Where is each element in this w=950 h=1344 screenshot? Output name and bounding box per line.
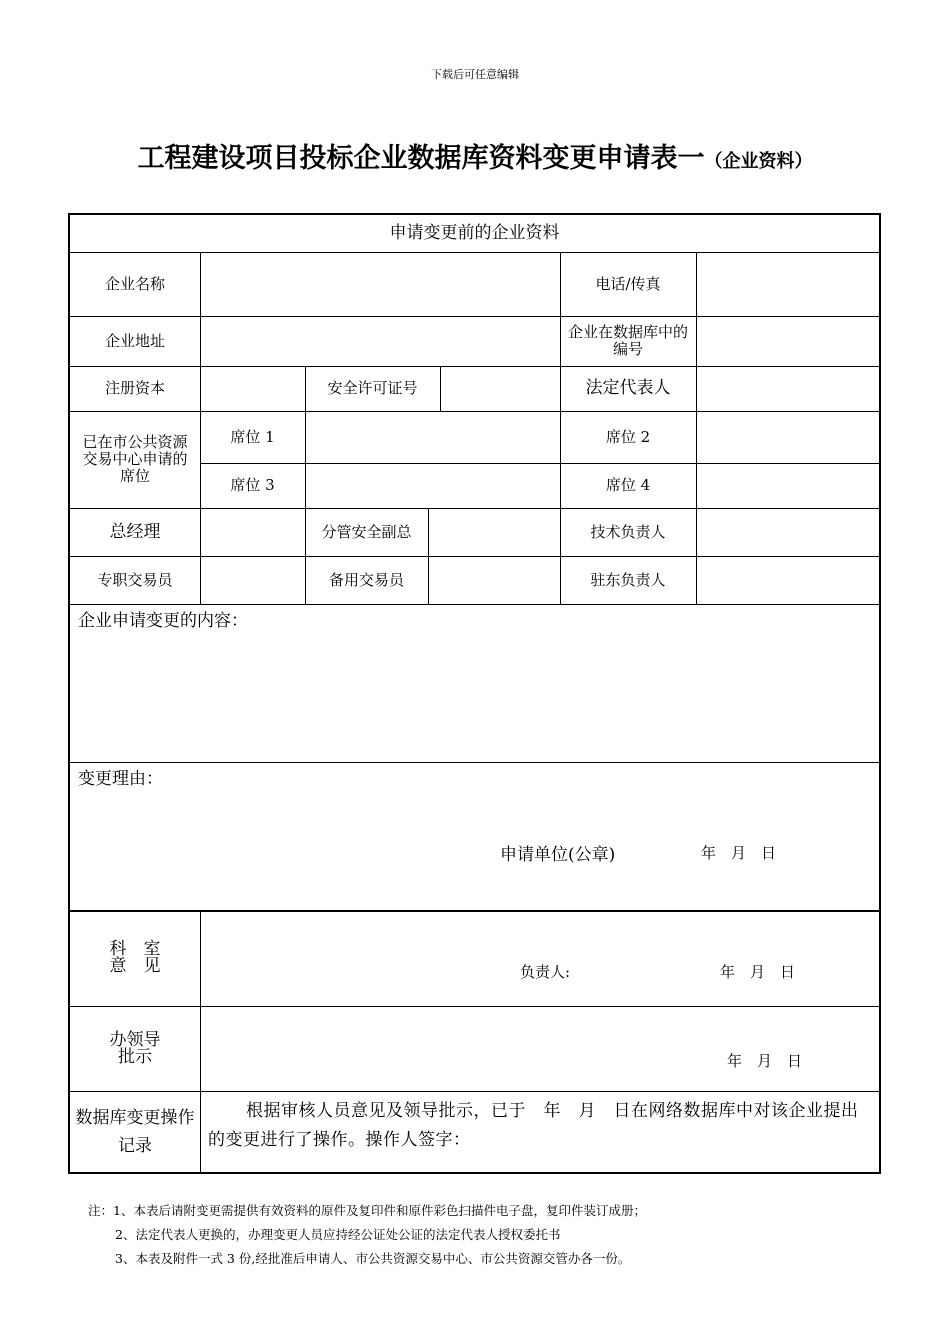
safety-deputy-label: 分管安全副总: [321, 522, 412, 541]
tech-lead-field[interactable]: [696, 508, 879, 556]
legal-rep-field[interactable]: [696, 366, 879, 411]
seat-4-label: 席位 4: [605, 476, 651, 494]
row-divider: [70, 762, 879, 763]
dongguan-lead-label: 驻东负责人: [590, 570, 666, 589]
change-content-field[interactable]: [70, 627, 879, 762]
general-manager-label: 总经理: [109, 521, 161, 542]
backup-trader-field[interactable]: [428, 556, 560, 604]
dept-opinion-label: [70, 910, 200, 1006]
leader-instruction-label: [70, 1006, 200, 1091]
notes: [88, 1199, 646, 1271]
seat-3-label: 席位 3: [230, 476, 275, 494]
dept-opinion-field[interactable]: [200, 910, 879, 1006]
dept-opinion-line2: 意 见: [109, 956, 161, 976]
registered-capital-field[interactable]: [200, 366, 305, 411]
leader-line1: 办领导: [109, 1029, 161, 1050]
title-main: 工程建设项目投标企业数据库资料变更申请表一: [137, 143, 705, 174]
db-number-label: 企业在数据库中的编号: [567, 323, 688, 358]
change-request-form: [68, 213, 881, 1174]
seat-1-field[interactable]: [305, 411, 560, 463]
note-2: 2、法定代表人更换的，办理变更人员应持经公证处公证的法定代表人授权委托书: [115, 1227, 561, 1242]
safety-license-label: 安全许可证号: [327, 379, 418, 397]
leader-instruction-field[interactable]: [200, 1006, 879, 1091]
seats-label: 已在市公共资源交易中心申请的席位: [82, 433, 188, 485]
person-in-charge-label: 负责人:: [520, 963, 571, 981]
seat-1-label: 席位 1: [230, 427, 275, 446]
change-reason-label: 变更理由：: [78, 769, 163, 789]
db-number-field[interactable]: [696, 316, 879, 366]
phone-fax-field[interactable]: [696, 252, 879, 316]
form-title: [0, 136, 950, 175]
company-name-label: 企业名称: [104, 274, 165, 293]
seat-4-field[interactable]: [696, 463, 879, 508]
title-sub: （企业资料）: [704, 151, 813, 172]
leader-date: 年 月 日: [727, 1052, 803, 1070]
backup-trader-label: 备用交易员: [328, 570, 404, 589]
db-record-label: 数据库变更操作记录: [75, 1107, 195, 1156]
applicant-date: 年 月 日: [701, 844, 777, 862]
header-note: 下载后可任意编辑: [431, 68, 519, 81]
company-address-field[interactable]: [200, 316, 560, 366]
registered-capital-label: 注册资本: [104, 379, 165, 397]
company-address-label: 企业地址: [104, 331, 165, 350]
full-time-trader-field[interactable]: [200, 556, 305, 604]
safety-license-field[interactable]: [440, 366, 560, 411]
dongguan-lead-field[interactable]: [696, 556, 879, 604]
tech-lead-label: 技术负责人: [590, 522, 666, 541]
note-3: 3、本表及附件一式 3 份,经批准后申请人、市公共资源交易中心、市公共资源交管办各一份。: [115, 1251, 631, 1266]
safety-deputy-field[interactable]: [428, 508, 560, 556]
dept-opinion-line1: 科 室: [109, 939, 161, 959]
row-divider: [70, 604, 879, 605]
legal-rep-label: 法定代表人: [585, 378, 671, 398]
company-name-field[interactable]: [200, 252, 560, 316]
phone-fax-label: 电话/传真: [595, 274, 661, 293]
seat-2-field[interactable]: [696, 411, 879, 463]
leader-line2: 批示: [118, 1046, 152, 1067]
seat-3-field[interactable]: [305, 463, 560, 508]
applicant-seal-label: 申请单位(公章): [500, 845, 616, 865]
change-content-label: 企业申请变更的内容：: [78, 611, 248, 631]
dept-opinion-date: 年 月 日: [720, 963, 796, 981]
seat-2-label: 席位 2: [605, 427, 651, 446]
change-reason-field[interactable]: [70, 785, 879, 835]
note-1: 注：1、本表后请附变更需提供有效资料的原件及复印件和原件彩色扫描件电子盘，复印件装订成册；: [88, 1203, 646, 1218]
db-record-text: 根据审核人员意见及领导批示，已于 年 月 日在网络数据库中对该企业提出的变更进行了操作。操作人签字：: [208, 1101, 859, 1150]
general-manager-field[interactable]: [200, 508, 305, 556]
full-time-trader-label: 专职交易员: [97, 570, 173, 589]
section-title: 申请变更前的企业资料: [389, 223, 560, 243]
